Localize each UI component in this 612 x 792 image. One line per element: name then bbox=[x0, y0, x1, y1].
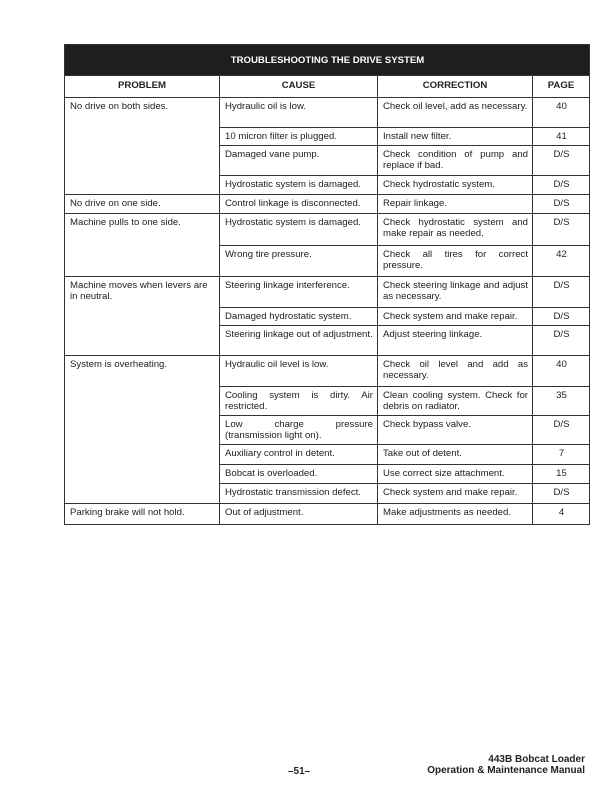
page-cell: 4 bbox=[533, 504, 590, 525]
page-cell: D/S bbox=[533, 484, 590, 504]
cause-cell: Cooling system is dirty. Air restricted. bbox=[220, 387, 378, 416]
cause-cell: Hydraulic oil is low. bbox=[220, 98, 378, 128]
table-row bbox=[65, 214, 590, 246]
correction-cell: Clean cooling system. Check for debris on radiator. bbox=[378, 387, 533, 416]
cause-cell: Out of adjustment. bbox=[220, 504, 378, 525]
cause-cell: Hydraulic oil level is low. bbox=[220, 356, 378, 387]
header-correction: CORRECTION bbox=[378, 76, 533, 98]
correction-cell: Check all tires for correct pressure. bbox=[378, 246, 533, 277]
troubleshooting-table bbox=[64, 44, 590, 525]
correction-cell: Check hydrostatic system. bbox=[378, 176, 533, 195]
problem-cell: Parking brake will not hold. bbox=[65, 504, 220, 525]
header-cause: CAUSE bbox=[220, 76, 378, 98]
manual-title-line2: Operation & Maintenance Manual bbox=[427, 765, 585, 776]
page-cell: 40 bbox=[533, 356, 590, 387]
cause-cell: Hydrostatic system is damaged. bbox=[220, 176, 378, 195]
page-cell: D/S bbox=[533, 176, 590, 195]
cause-cell: Control linkage is disconnected. bbox=[220, 195, 378, 214]
page-cell: D/S bbox=[533, 308, 590, 326]
table-row bbox=[65, 195, 590, 214]
problem-cell: System is overheating. bbox=[65, 356, 220, 504]
page-cell: 15 bbox=[533, 465, 590, 484]
correction-cell: Check oil level and add as necessary. bbox=[378, 356, 533, 387]
problem-cell: Machine pulls to one side. bbox=[65, 214, 220, 277]
correction-cell: Take out of detent. bbox=[378, 445, 533, 465]
cause-cell: Auxiliary control in detent. bbox=[220, 445, 378, 465]
page-cell: 35 bbox=[533, 387, 590, 416]
page-cell: D/S bbox=[533, 277, 590, 308]
correction-cell: Install new filter. bbox=[378, 128, 533, 146]
page-cell: D/S bbox=[533, 146, 590, 176]
correction-cell: Make adjustments as needed. bbox=[378, 504, 533, 525]
correction-cell: Check oil level, add as necessary. bbox=[378, 98, 533, 128]
cause-cell: Steering linkage out of adjustment. bbox=[220, 326, 378, 356]
correction-cell: Check steering linkage and adjust as necessary. bbox=[378, 277, 533, 308]
manual-title-line1: 443B Bobcat Loader bbox=[488, 754, 585, 765]
page-cell: D/S bbox=[533, 416, 590, 445]
correction-cell: Check bypass valve. bbox=[378, 416, 533, 445]
page-cell: D/S bbox=[533, 214, 590, 246]
table-row bbox=[65, 277, 590, 308]
problem-cell: No drive on one side. bbox=[65, 195, 220, 214]
manual-title bbox=[427, 754, 585, 776]
cause-cell: 10 micron filter is plugged. bbox=[220, 128, 378, 146]
cause-cell: Hydrostatic system is damaged. bbox=[220, 214, 378, 246]
cause-cell: Steering linkage interference. bbox=[220, 277, 378, 308]
page-cell: D/S bbox=[533, 195, 590, 214]
cause-cell: Low charge pressure (transmission light on). bbox=[220, 416, 378, 445]
page-cell: 40 bbox=[533, 98, 590, 128]
table-row bbox=[65, 356, 590, 387]
page-number: –51– bbox=[288, 766, 311, 777]
correction-cell: Check condition of pump and replace if bad. bbox=[378, 146, 533, 176]
correction-cell: Repair linkage. bbox=[378, 195, 533, 214]
correction-cell: Check hydrostatic system and make repair as needed. bbox=[378, 214, 533, 246]
cause-cell: Hydrostatic transmission defect. bbox=[220, 484, 378, 504]
problem-cell: No drive on both sides. bbox=[65, 98, 220, 195]
page-cell: D/S bbox=[533, 326, 590, 356]
table-row bbox=[65, 504, 590, 525]
cause-cell: Damaged vane pump. bbox=[220, 146, 378, 176]
header-page: PAGE bbox=[533, 76, 590, 98]
cause-cell: Wrong tire pressure. bbox=[220, 246, 378, 277]
correction-cell: Adjust steering linkage. bbox=[378, 326, 533, 356]
correction-cell: Check system and make repair. bbox=[378, 308, 533, 326]
problem-cell: Machine moves when levers are in neutral. bbox=[65, 277, 220, 356]
page-cell: 42 bbox=[533, 246, 590, 277]
correction-cell: Use correct size attachment. bbox=[378, 465, 533, 484]
page-cell: 7 bbox=[533, 445, 590, 465]
table-title: TROUBLESHOOTING THE DRIVE SYSTEM bbox=[65, 45, 590, 76]
table-row bbox=[65, 98, 590, 128]
page-cell: 41 bbox=[533, 128, 590, 146]
cause-cell: Bobcat is overloaded. bbox=[220, 465, 378, 484]
cause-cell: Damaged hydrostatic system. bbox=[220, 308, 378, 326]
correction-cell: Check system and make repair. bbox=[378, 484, 533, 504]
header-problem: PROBLEM bbox=[65, 76, 220, 98]
